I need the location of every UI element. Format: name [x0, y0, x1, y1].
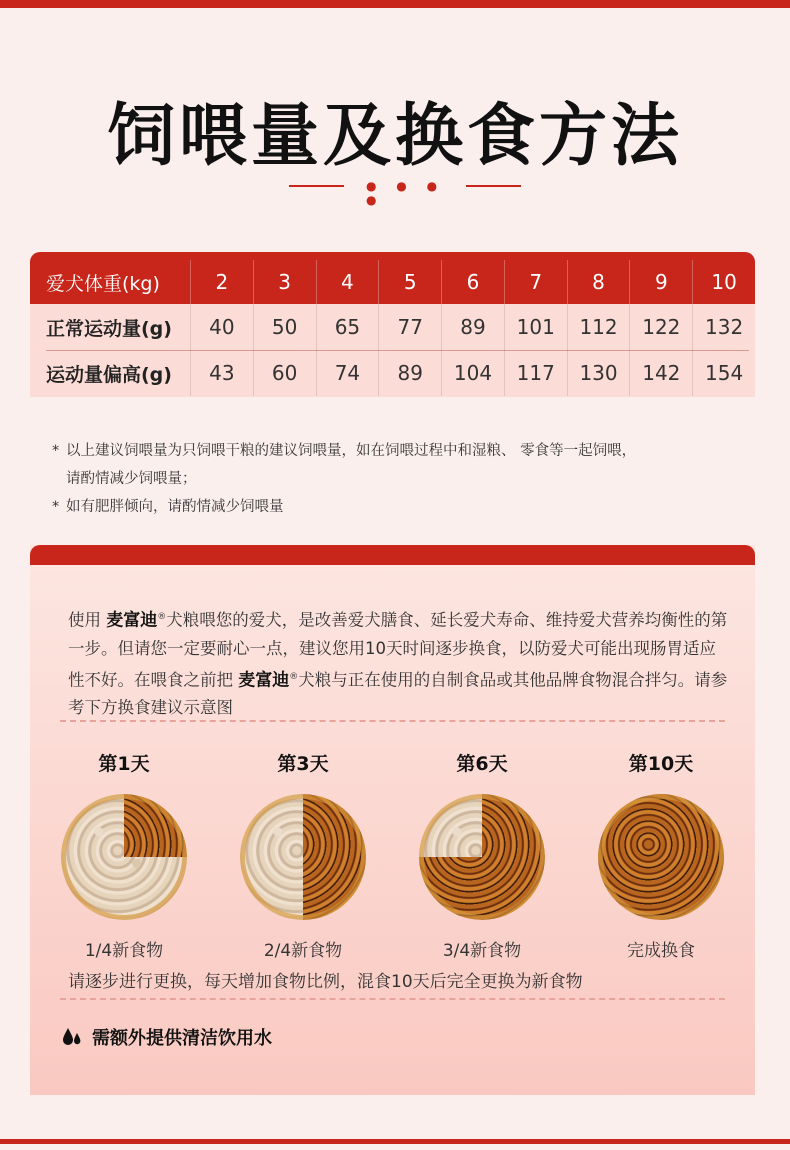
row-label: 正常运动量(g)	[46, 317, 172, 340]
feeding-notes	[52, 437, 752, 521]
registered-mark: ®	[157, 612, 167, 622]
transition-intro: 使用 麦富迪®犬粮喂您的爱犬，是改善爱犬膳食、延长爱犬寿命、维持爱犬营养均衡性的第一步。但请您一定要耐心一点，建议您用10天时间逐步换食，以防爱犬可能出现肠胃适应性不好。在喂食之前把 麦富迪®犬粮与正在使用的自制食品或其他品牌食物混合拌匀。请参考下方换食建议示意图	[68, 610, 728, 717]
table-cell: 104	[441, 350, 504, 396]
table-cell: 117	[504, 350, 567, 396]
food-bowl-icon	[419, 794, 545, 920]
table-cell: 112	[567, 304, 630, 350]
table-cell: 101	[504, 304, 567, 350]
table-row	[30, 350, 755, 396]
registered-mark: ®	[289, 671, 299, 682]
page-title: 饲喂量及换食方法	[106, 97, 683, 176]
weight-cell: 6	[441, 260, 504, 304]
note-item: * 如有肥胖倾向，请酌情减少饲喂量	[52, 499, 284, 515]
top-accent-bar	[0, 0, 790, 8]
table-cell: 50	[253, 304, 316, 350]
card-top-bar	[30, 545, 755, 565]
row-label: 运动量偏高(g)	[46, 363, 172, 386]
weight-cell: 7	[504, 260, 567, 304]
brand-name: 麦富迪	[106, 610, 158, 631]
divider-line-right	[466, 185, 521, 187]
bottom-accent-bar	[0, 1139, 790, 1144]
day-step	[233, 750, 373, 961]
dashed-divider	[60, 998, 725, 1000]
weight-cell: 2	[190, 260, 253, 304]
weight-cell: 3	[253, 260, 316, 304]
divider-line-left	[289, 185, 344, 187]
day-label: 第1天	[98, 753, 150, 775]
table-cell: 89	[378, 350, 441, 396]
food-bowl-icon	[598, 794, 724, 920]
table-cell: 132	[692, 304, 755, 350]
day-step	[591, 750, 731, 961]
table-header-row	[30, 260, 755, 304]
weight-cell: 4	[316, 260, 379, 304]
day-caption: 3/4新食物	[442, 941, 522, 961]
food-transition-card	[30, 545, 755, 1095]
day-label: 第3天	[277, 753, 329, 775]
table-cell: 154	[692, 350, 755, 396]
header-label: 爱犬体重(kg)	[46, 272, 160, 295]
water-notice-text: 需额外提供清洁饮用水	[92, 1028, 272, 1049]
day-step	[54, 750, 194, 961]
water-drops-icon	[60, 1025, 84, 1049]
divider-dots: ● ● ● ●	[366, 179, 446, 207]
table-cell: 89	[441, 304, 504, 350]
weight-cell: 10	[692, 260, 755, 304]
brand-name: 麦富迪	[238, 670, 290, 690]
table-cell: 130	[567, 350, 630, 396]
feeding-table	[30, 252, 755, 397]
day-step	[412, 750, 552, 961]
table-row	[30, 304, 755, 350]
table-cell: 77	[378, 304, 441, 350]
title-divider	[0, 178, 790, 207]
day-label: 第10天	[628, 753, 694, 775]
food-bowl-icon	[61, 794, 187, 920]
table-cell: 40	[190, 304, 253, 350]
food-bowl-icon	[240, 794, 366, 920]
note-item: * 以上建议饲喂量为只饲喂干粮的建议饲喂量，如在饲喂过程中和湿粮、 零食等一起饲喂，	[52, 443, 637, 459]
day-caption: 完成换食	[627, 941, 695, 961]
note-item-continued: 请酌情减少饲喂量；	[66, 471, 197, 487]
table-cell: 43	[190, 350, 253, 396]
day-caption: 2/4新食物	[263, 941, 343, 961]
table-cell: 142	[629, 350, 692, 396]
table-cell: 60	[253, 350, 316, 396]
weight-cell: 9	[629, 260, 692, 304]
table-cell: 122	[629, 304, 692, 350]
water-notice	[60, 1023, 272, 1051]
transition-tip: 请逐步进行更换，每天增加食物比例，混食10天后完全更换为新食物	[68, 972, 583, 992]
table-cell: 65	[316, 304, 379, 350]
dashed-divider	[60, 720, 725, 722]
table-cell: 74	[316, 350, 379, 396]
weight-cell: 8	[567, 260, 630, 304]
day-caption: 1/4新食物	[84, 941, 164, 961]
day-label: 第6天	[456, 753, 508, 775]
weight-cell: 5	[378, 260, 441, 304]
